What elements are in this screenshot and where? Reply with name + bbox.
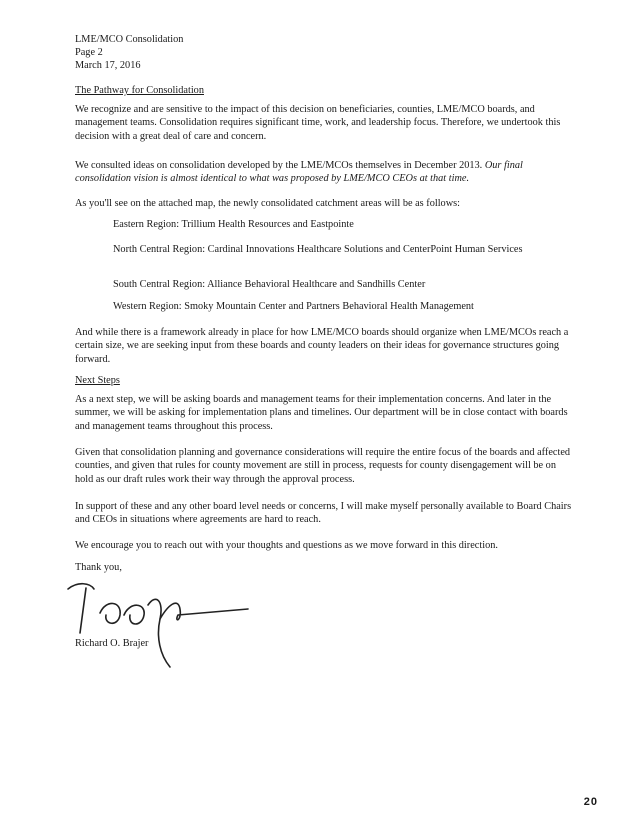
paragraph-next-step: As a next step, we will be asking boards and management teams for their implementation concerns. And later in the summer, we will be asking for implementation plans and timelines. Our department will be in close contact with boards and management teams throughout this process. <box>75 394 568 432</box>
region-western: Western Region: Smoky Mountain Center and Partners Behavioral Health Management <box>113 301 474 312</box>
page-number: 20 <box>583 796 598 808</box>
paragraph-given: Given that consolidation planning and governance considerations will require the entire focus of the boards and affected counties, and given that rules for county movement are still in process, requests for county disengagement will be on hold as our draft rules work their way through the approval process. <box>75 447 571 485</box>
header-title: LME/MCO Consolidation <box>75 34 184 45</box>
paragraph-framework: And while there is a framework already in place for how LME/MCO boards should organize when LME/MCOs reach a certain size, we are seeking input from these boards and county leaders on their ideas for governance structures going forward. <box>75 327 569 365</box>
paragraph-map: As you'll see on the attached map, the newly consolidated catchment areas will be as follows: <box>75 198 461 209</box>
handwritten-signature <box>60 575 250 670</box>
letter-header <box>75 33 575 72</box>
paragraph-encourage: We encourage you to reach out with your thoughts and questions as we move forward in this direction. <box>75 540 498 551</box>
region-eastern: Eastern Region: Trillium Health Resources and Eastpointe <box>113 219 354 230</box>
paragraph-consulted: We consulted ideas on consolidation developed by the LME/MCOs themselves in December 2013. Our final consolidation vision is almost identical to what was proposed by LME/MCO CEOs at that time. <box>75 160 523 185</box>
header-page: Page 2 <box>75 47 103 58</box>
signer-name: Richard O. Brajer <box>75 638 149 649</box>
region-south-central: South Central Region: Alliance Behavioral Healthcare and Sandhills Center <box>113 279 426 290</box>
paragraph-support: In support of these and any other board level needs or concerns, I will make myself personally available to Board Chairs and CEOs in situations where agreements are hard to reach. <box>75 501 572 526</box>
header-date: March 17, 2016 <box>75 60 141 71</box>
region-north-central: North Central Region: Cardinal Innovations Healthcare Solutions and CenterPoint Human Services <box>113 244 523 255</box>
closing-line: Thank you, <box>75 562 122 573</box>
paragraph-recognize: We recognize and are sensitive to the impact of this decision on beneficiaries, counties, LME/MCO boards, and management teams. Consolidation requires significant time, work, and leadership focus. Therefore, we undertook this decision with a great deal of care and concern. <box>75 104 561 142</box>
section-heading-next-steps: Next Steps <box>75 375 120 386</box>
section-heading-pathway: The Pathway for Consolidation <box>75 85 204 96</box>
